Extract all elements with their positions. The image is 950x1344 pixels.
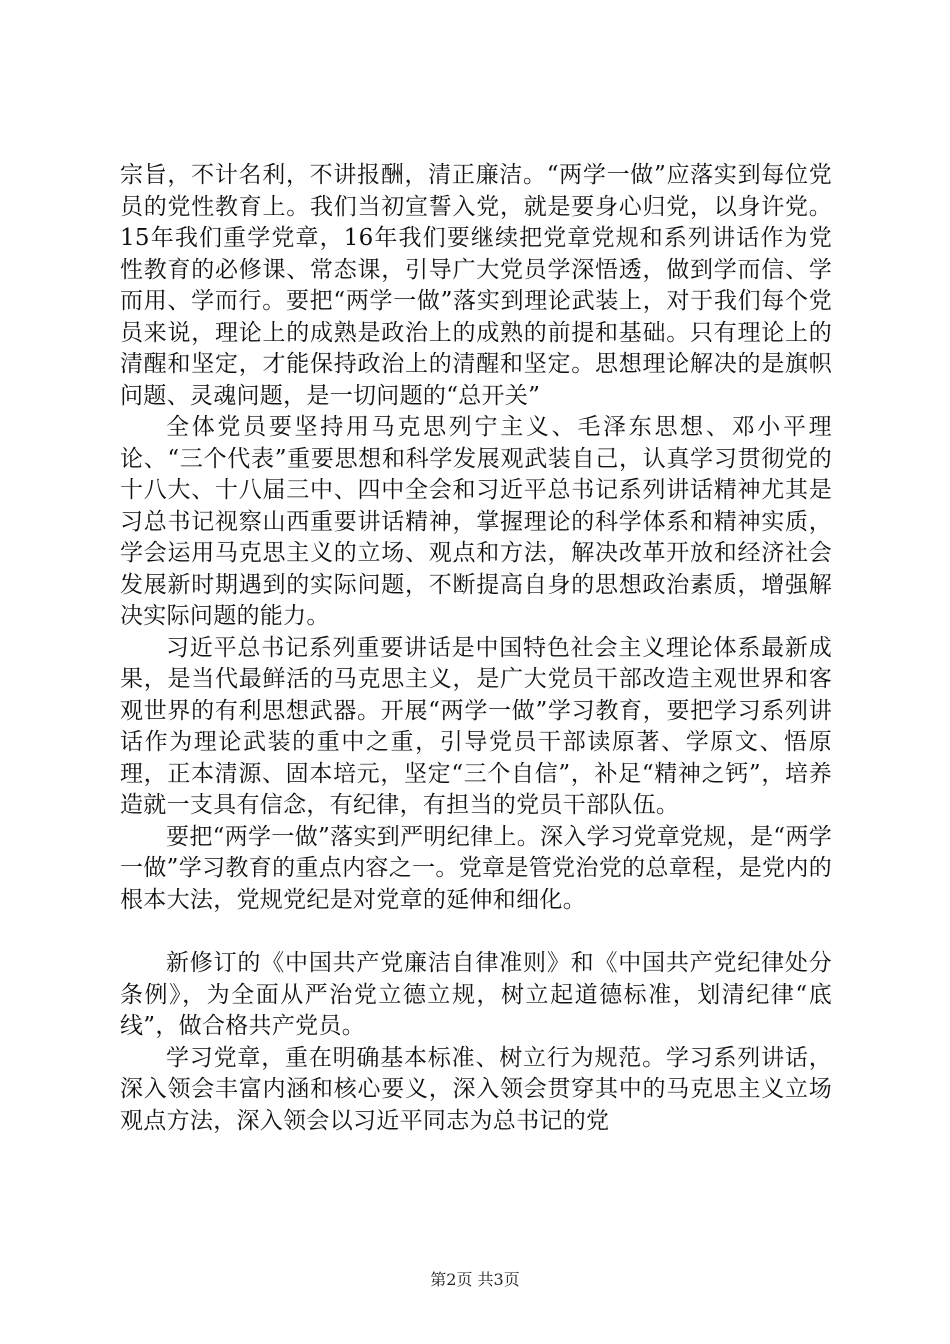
page-number: 第2页 共3页: [430, 1270, 520, 1289]
paragraph-discipline: 要把“两学一做”落实到严明纪律上。深入学习党章党规，是“两学一做”学习教育的重点内容之一。党章是管党治党的总章程，是党内的根本大法，党规党纪是对党章的延伸和细化。: [120, 823, 832, 913]
document-body: [120, 160, 832, 1137]
page-footer: [0, 1270, 950, 1290]
paragraph-continuation: 宗旨，不计名利，不讲报酬，清正廉洁。“两学一做”应落实到每位党员的党性教育上。我们当初宣誓入党，就是要身心归党，以身许党。15年我们重学党章，16年我们要继续把党章党规和系列讲话作为党性教育的必修课、常态课，引导广大党员学深悟透，做到学而信、学而用、学而行。要把“两学一做”落实到理论武装上，对于我们每个党员来说，理论上的成熟是政治上的成熟的前提和基础。只有理论上的清醒和坚定，才能保持政治上的清醒和坚定。思想理论解决的是旗帜问题、灵魂问题，是一切问题的“总开关”: [120, 162, 832, 409]
paragraph-speech-series: 习近平总书记系列重要讲话是中国特色社会主义理论体系最新成果，是当代最鲜活的马克思主义，是广大党员干部改造主观世界和客观世界的有利思想武器。开展“两学一做”学习教育，要把学习系列讲话作为理论武装的重中之重，引导党员干部读原著、学原文、悟原理，正本清源、固本培元，坚定“三个自信”，补足“精神之钙”，培养造就一支具有信念，有纪律，有担当的党员干部队伍。: [120, 634, 832, 818]
paragraph-theory-arming: 全体党员要坚持用马克思列宁主义、毛泽东思想、邓小平理论、“三个代表”重要思想和科学发展观武装自己，认真学习贯彻党的十八大、十八届三中、四中全会和习近平总书记系列讲话精神尤其是习总书记视察山西重要讲话精神，掌握理论的科学体系和精神实质，学会运用马克思主义的立场、观点和方法，解决改革开放和经济社会发展新时期遇到的实际问题，不断提高自身的思想政治素质，增强解决实际问题的能力。: [120, 414, 832, 629]
paragraph-study-charter: 学习党章，重在明确基本标准、树立行为规范。学习系列讲话，深入领会丰富内涵和核心要义，深入领会贯穿其中的马克思主义立场观点方法，深入领会以习近平同志为总书记的党: [120, 1044, 832, 1134]
paragraph-regulations: 新修订的《中国共产党廉洁自律准则》和《中国共产党纪律处分条例》，为全面从严治党立德立规，树立起道德标准，划清纪律“底线”，做合格共产党员。: [120, 950, 832, 1039]
